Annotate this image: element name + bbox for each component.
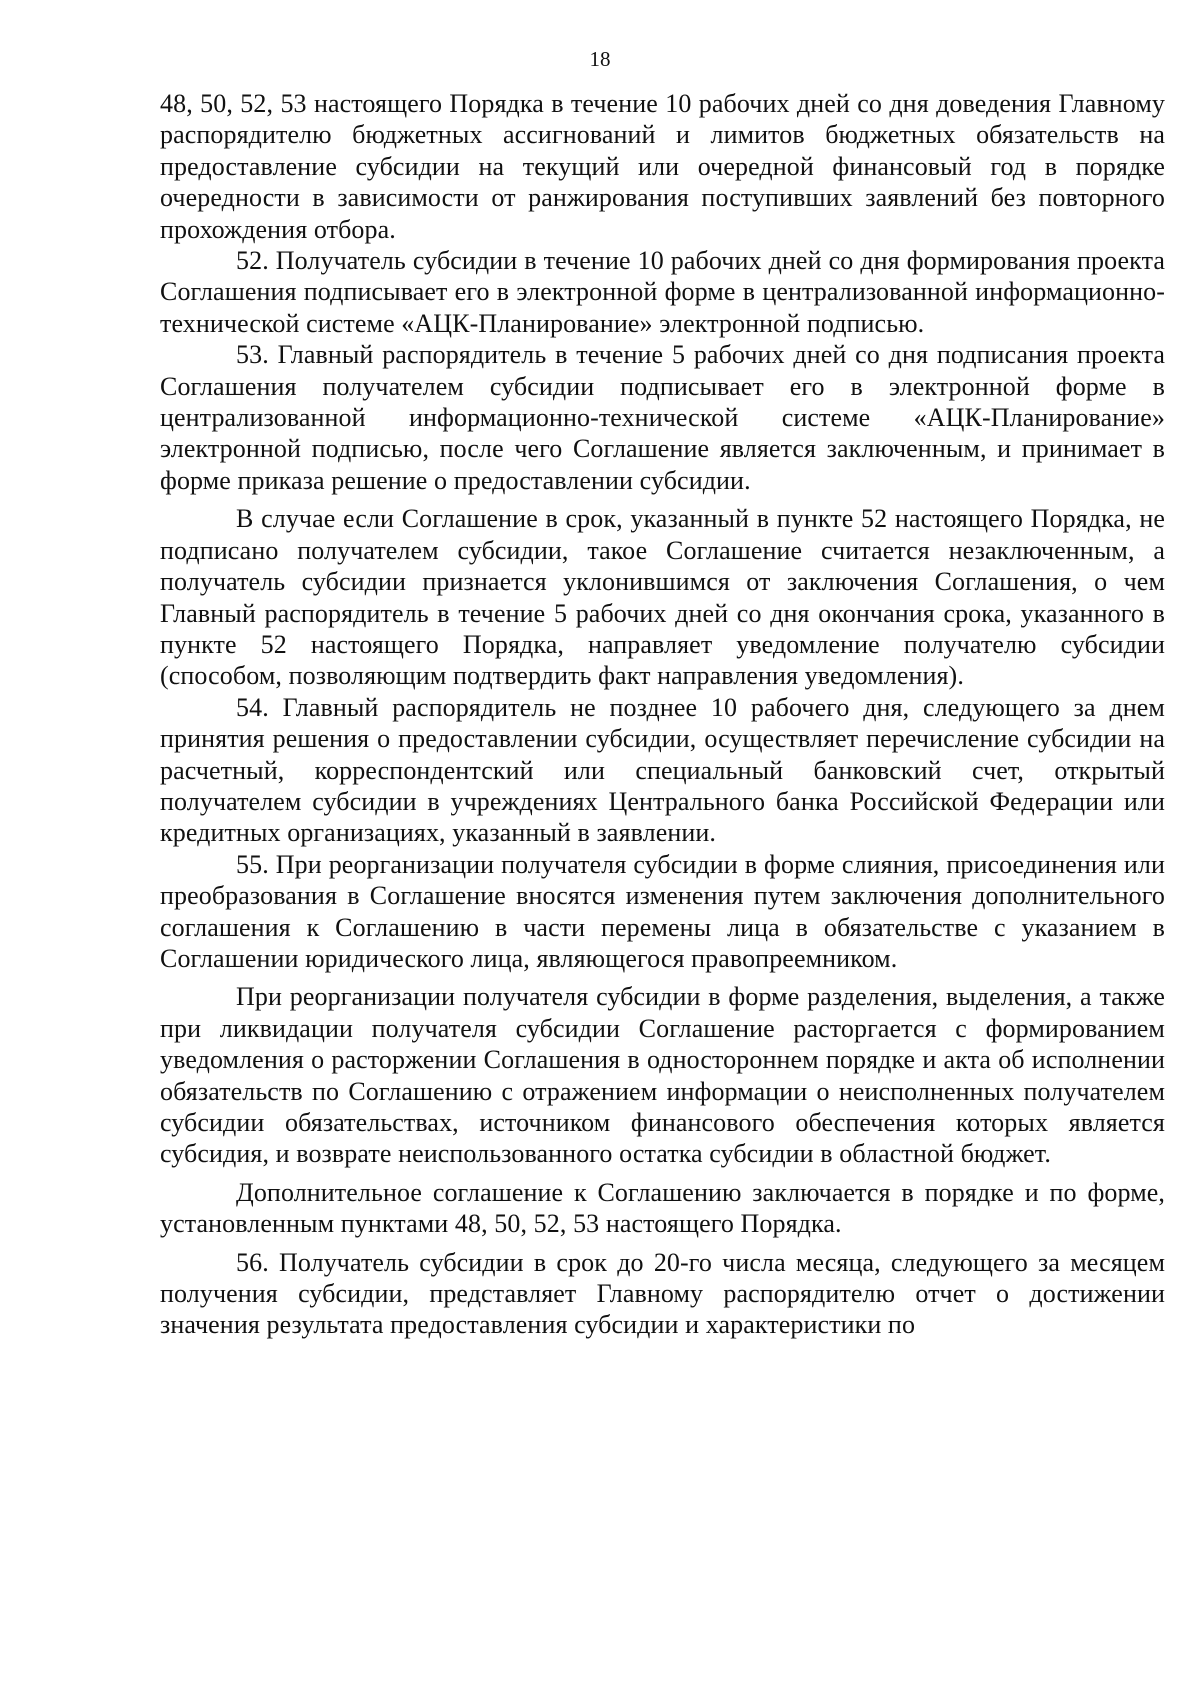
paragraph-reorganization: При реорганизации получателя субсидии в форме разделения, выделения, а также при ликвидации получателя субсидии Соглашение расторгается с формированием уведомления о расторжении Соглашения в одностороннем порядке и акта об исполнении обязательств по Соглашению с отражением информации о неисполненных получателем субсидии обязательствах, источником финансового обеспечения которых является субсидия, и возврате неиспользованного остатка субсидии в областной бюджет. bbox=[160, 982, 1165, 1169]
page-number: 18 bbox=[589, 47, 611, 71]
document-body bbox=[160, 88, 1165, 1341]
paragraph-additional-agreement: Дополнительное соглашение к Соглашению заключается в порядке и по форме, установленным пунктами 48, 50, 52, 53 настоящего Порядка. bbox=[160, 1177, 1165, 1239]
paragraph-unsigned-agreement: В случае если Соглашение в срок, указанный в пункте 52 настоящего Порядка, не подписано получателем субсидии, такое Соглашение считается незаключенным, а получатель субсидии признается уклонившимся от заключения Соглашения, о чем Главный распорядитель в течение 5 рабочих дней со дня окончания срока, указанного в пункте 52 настоящего Порядка, направляет уведомление получателю субсидии (способом, позволяющим подтвердить факт направления уведомления). bbox=[160, 504, 1165, 691]
paragraph-item-55: 55. При реорганизации получателя субсидии в форме слияния, присоединения или преобразования в Соглашение вносятся изменения путем заключения дополнительного соглашения к Соглашению в части перемены лица в обязательстве с указанием в Соглашении юридического лица, являющегося правопреемником. bbox=[160, 849, 1165, 973]
paragraph-item-54: 54. Главный распорядитель не позднее 10 рабочего дня, следующего за днем принятия решения о предоставлении субсидии, осуществляет перечисление субсидии на расчетный, корреспондентский или специальный банковский счет, открытый получателем субсидии в учреждениях Центрального банка Российской Федерации или кредитных организациях, указанный в заявлении. bbox=[160, 692, 1165, 848]
paragraph-item-56: 56. Получатель субсидии в срок до 20-го числа месяца, следующего за месяцем получения субсидии, представляет Главному распорядителю отчет о достижении значения результата предоставления субсидии и характеристики по bbox=[160, 1247, 1165, 1340]
paragraph-item-52: 52. Получатель субсидии в течение 10 рабочих дней со дня формирования проекта Соглашения подписывает его в электронной форме в централизованной информационно-технической системе «АЦК-Планирование» электронной подписью. bbox=[160, 246, 1165, 338]
paragraph-item-53: 53. Главный распорядитель в течение 5 рабочих дней со дня подписания проекта Соглашения получателем субсидии подписывает его в электронной форме в централизованной информационно-технической системе «АЦК-Планирование» электронной подписью, после чего Соглашение является заключенным, и принимает в форме приказа решение о предоставлении субсидии. bbox=[160, 340, 1165, 495]
paragraph-continuation: 48, 50, 52, 53 настоящего Порядка в течение 10 рабочих дней со дня доведения Главному распорядителю бюджетных ассигнований и лимитов бюджетных обязательств на предоставление субсидии на текущий или очередной финансовый год в порядке очередности в зависимости от ранжирования поступивших заявлений без повторного прохождения отбора. bbox=[160, 89, 1165, 244]
